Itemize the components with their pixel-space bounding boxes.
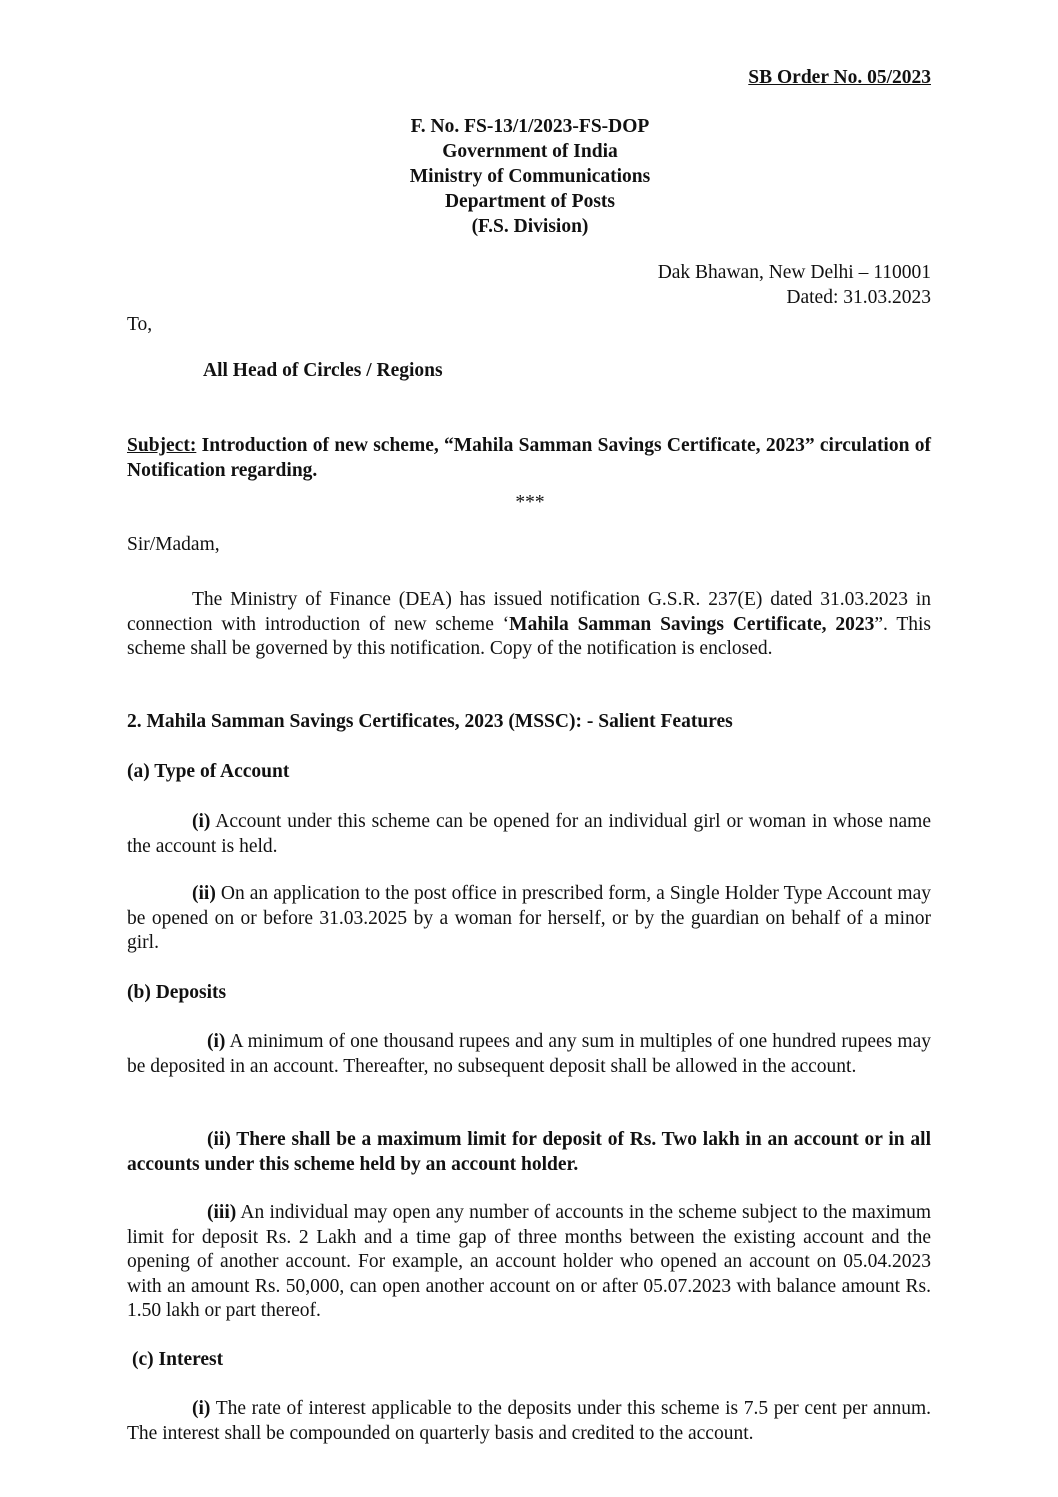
office-address: Dak Bhawan, New Delhi – 110001	[657, 262, 931, 283]
deposits-i	[127, 1030, 931, 1079]
addressee: All Head of Circles / Regions	[203, 360, 443, 381]
file-number: F. No. FS-13/1/2023-FS-DOP	[410, 116, 650, 137]
deposits-iii	[127, 1201, 931, 1324]
division-name: (F.S. Division)	[471, 216, 589, 237]
clause-text: On an application to the post office in prescribed form, a Single Holder Type Account may be opened on or before 31.03.2025 by a woman for herself, or by the guardian on behalf of a minor girl.	[127, 883, 931, 953]
clause-text: The rate of interest applicable to the deposits under this scheme is 7.5 per cent per annum. The interest shall be compounded on quarterly basis and credited to the account.	[127, 1398, 931, 1444]
department-name: Department of Posts	[444, 191, 616, 212]
subject-text: Introduction of new scheme, “Mahila Samman Savings Certificate, 2023” circulation of Notification regarding.	[127, 435, 931, 481]
scheme-name: Mahila Samman Savings Certificate, 2023	[509, 613, 875, 635]
clause-label: (iii)	[207, 1202, 237, 1223]
subject-line	[127, 434, 931, 483]
government-name: Government of India	[442, 141, 618, 162]
interest-i	[127, 1397, 931, 1446]
clause-text: An individual may open any number of accounts in the scheme subject to the maximum limit for deposit Rs. 2 Lakh and a time gap of three months between the existing account and the opening of another account. For example, an account holder who opened an account on 05.04.2023 with an amount Rs. 50,000, can open another account on or after 05.07.2023 with balance amount Rs. 1.50 lakh or part thereof.	[127, 1202, 931, 1321]
subject-label: Subject:	[127, 435, 197, 456]
letterhead	[330, 114, 730, 239]
deposits-heading: (b) Deposits	[127, 982, 227, 1003]
address-block	[560, 261, 931, 310]
intro-paragraph	[127, 588, 931, 662]
interest-heading: (c) Interest	[132, 1349, 224, 1370]
clause-label: (i)	[192, 1398, 211, 1419]
intro-text-end: ”. This scheme shall be governed by this notification. Copy of the notification is enclosed.	[127, 613, 931, 659]
clause-label: (ii)	[192, 883, 216, 904]
ministry-name: Ministry of Communications	[409, 166, 651, 187]
section-heading: 2. Mahila Samman Savings Certificates, 2023 (MSSC): - Salient Features	[127, 711, 733, 732]
clause-text: Account under this scheme can be opened for an individual girl or woman in whose name the account is held.	[127, 811, 931, 857]
type-of-account-heading: (a) Type of Account	[127, 761, 290, 782]
separator: ***	[515, 492, 545, 513]
intro-text-start: The Ministry of Finance (DEA) has issued notification G.S.R. 237(E) dated 31.03.2023 in connection with introduction of new scheme ‘	[127, 589, 931, 635]
letter-date: Dated: 31.03.2023	[786, 286, 931, 308]
to-line: To,	[127, 314, 153, 335]
deposits-ii: (ii) There shall be a maximum limit for deposit of Rs. Two lakh in an account or in all accounts under this scheme held by an account holder.	[127, 1129, 931, 1175]
type-of-account-i	[127, 810, 931, 859]
type-of-account-ii	[127, 882, 931, 956]
clause-label: (i)	[207, 1031, 226, 1052]
order-number: SB Order No. 05/2023	[748, 67, 931, 88]
clause-label: (i)	[192, 811, 211, 832]
clause-text: A minimum of one thousand rupees and any sum in multiples of one hundred rupees may be deposited in an account. Thereafter, no subsequent deposit shall be allowed in the account.	[127, 1031, 931, 1077]
salutation: Sir/Madam,	[127, 534, 220, 555]
